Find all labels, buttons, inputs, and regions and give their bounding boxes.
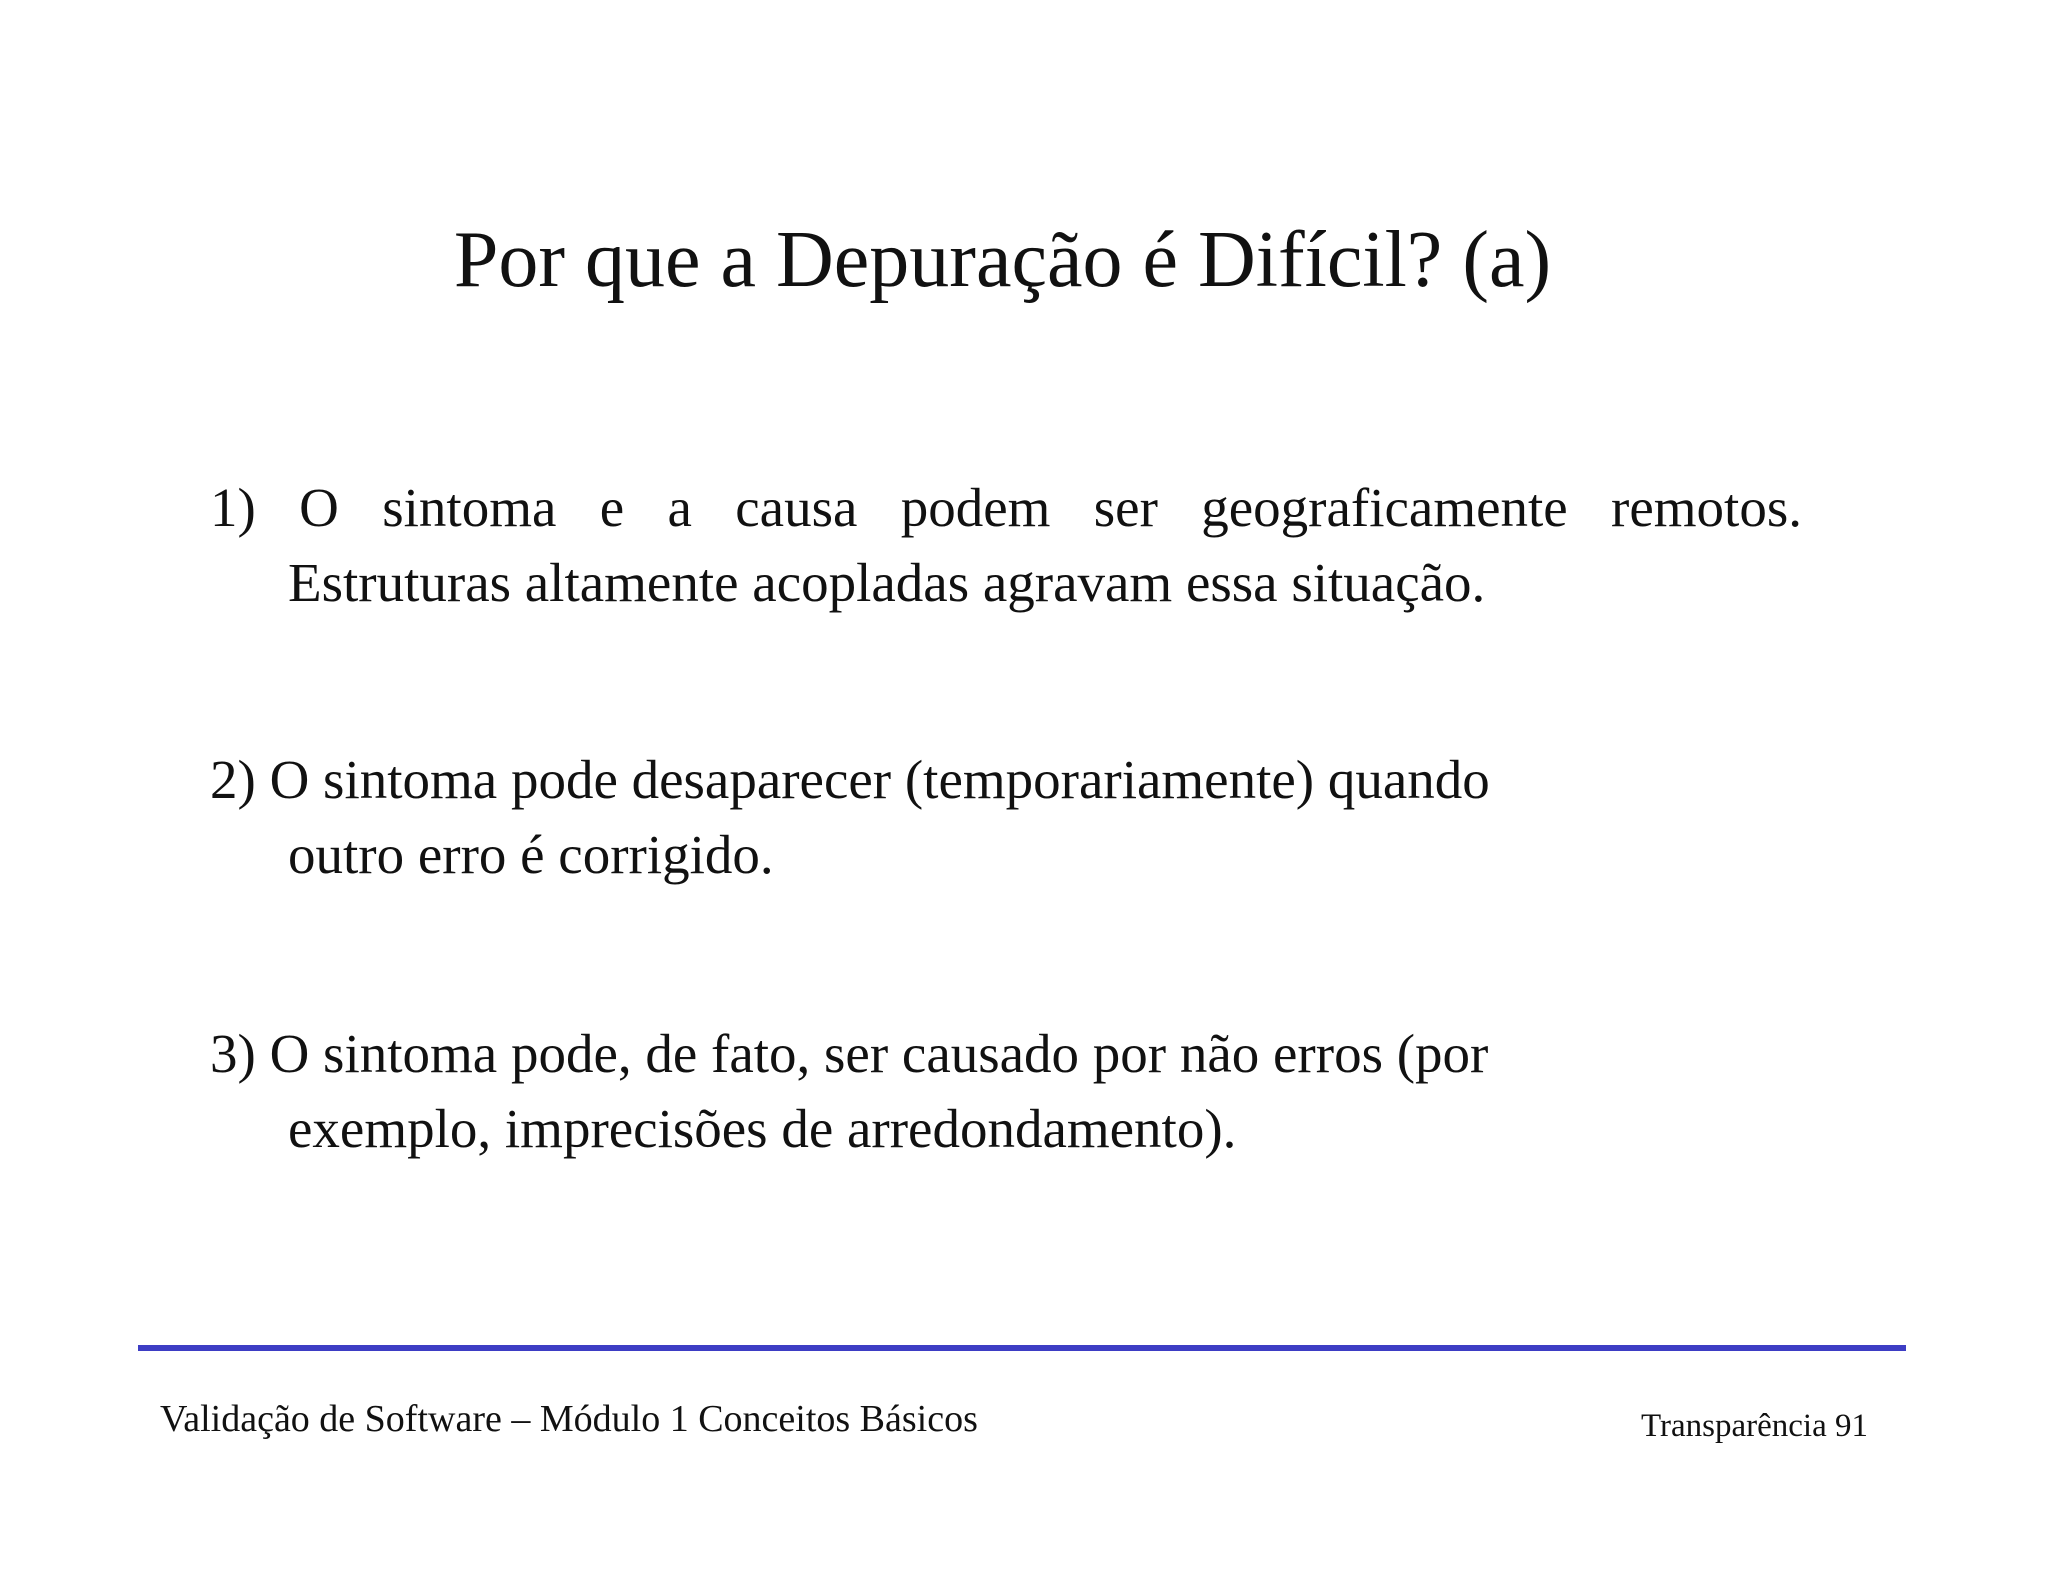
footer-slide-number: Transparência 91 <box>1641 1408 1868 1444</box>
list-item <box>210 742 1802 892</box>
list-item-line-1: 2) O sintoma pode desaparecer (temporariamente) quando <box>210 749 1490 810</box>
list-item <box>210 470 1802 620</box>
list-item <box>210 1016 1802 1166</box>
list-item-line-2: outro erro é corrigido. <box>288 824 774 885</box>
list-item-line-1: 1) O sintoma e a causa podem ser geograficamente remotos. <box>210 477 1802 538</box>
list-item-line-2: exemplo, imprecisões de arredondamento). <box>288 1098 1237 1159</box>
slide-title: Por que a Depuração é Difícil? (a) <box>453 216 1552 304</box>
list-item-line-2: Estruturas altamente acopladas agravam essa situação. <box>288 552 1486 613</box>
footer-course-title: Validação de Software – Módulo 1 Conceitos Básicos <box>160 1398 978 1440</box>
footer-divider <box>138 1345 1906 1351</box>
list-item-line-1: 3) O sintoma pode, de fato, ser causado por não erros (por <box>210 1023 1489 1084</box>
